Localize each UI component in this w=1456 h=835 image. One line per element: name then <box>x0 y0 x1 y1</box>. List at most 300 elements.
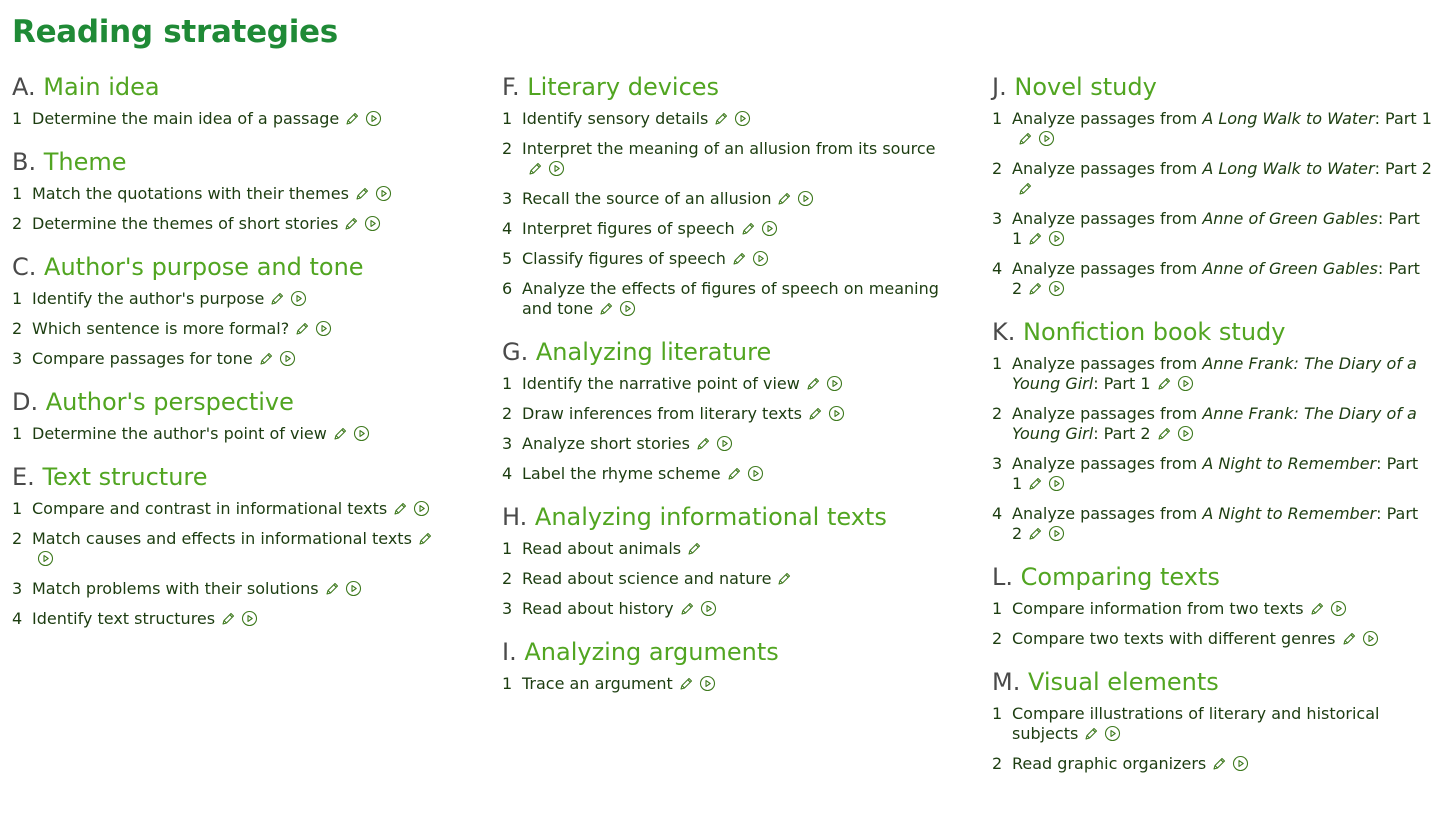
category-title[interactable]: Analyzing literature <box>535 338 772 366</box>
pencil-icon[interactable] <box>686 541 702 557</box>
category-heading <box>12 146 452 178</box>
pencil-icon[interactable] <box>807 406 823 422</box>
skill-text-part: Match causes and effects in informational texts <box>32 529 412 548</box>
skill-number: 3 <box>502 434 513 453</box>
skill-number: 2 <box>502 404 513 423</box>
skill-text-part: Analyze passages from <box>1012 454 1203 473</box>
category-heading <box>992 561 1432 593</box>
skill-number: 1 <box>12 184 23 203</box>
play-circle-icon[interactable] <box>37 550 54 567</box>
category-title[interactable]: Visual elements <box>1027 668 1219 696</box>
skill-text-part: Analyze passages from <box>1012 209 1203 228</box>
skill-text-part: Read about history <box>522 599 674 618</box>
skill-text-part: Classify figures of speech <box>522 249 726 268</box>
category-column-2 <box>502 71 942 711</box>
skill-list <box>992 704 1432 774</box>
skill-text-part: Compare and contrast in informational texts <box>32 499 388 518</box>
book-title: Anne of Green Gables <box>1202 209 1378 228</box>
skill-link[interactable] <box>522 569 942 589</box>
skill-text-part: Determine the main idea of a passage <box>32 109 340 128</box>
pencil-icon[interactable] <box>354 186 370 202</box>
skill-number: 4 <box>502 464 513 483</box>
skill-link[interactable] <box>522 539 942 559</box>
skill-link[interactable] <box>522 464 942 484</box>
skill-item <box>992 159 1432 199</box>
skill-number: 1 <box>992 599 1003 618</box>
pencil-icon[interactable] <box>258 351 274 367</box>
play-circle-icon[interactable] <box>1177 375 1194 392</box>
skill-number: 3 <box>992 209 1003 228</box>
category-letter: H. <box>502 503 528 531</box>
pencil-icon[interactable] <box>1027 526 1043 542</box>
skill-link[interactable] <box>1012 209 1432 249</box>
skill-number: 1 <box>992 704 1003 723</box>
play-circle-icon[interactable] <box>747 465 764 482</box>
pencil-icon[interactable] <box>1156 426 1172 442</box>
skill-list <box>992 354 1432 544</box>
skill-list <box>992 599 1432 649</box>
pencil-icon[interactable] <box>678 676 694 692</box>
skill-text-part: Determine the author's point of view <box>32 424 327 443</box>
skill-link[interactable] <box>1012 404 1432 444</box>
play-circle-icon[interactable] <box>1048 230 1065 247</box>
play-circle-icon[interactable] <box>1038 130 1055 147</box>
skill-text-part: Which sentence is more formal? <box>32 319 290 338</box>
pencil-icon[interactable] <box>805 376 821 392</box>
skill-number: 2 <box>992 404 1003 423</box>
category-heading <box>502 336 942 368</box>
skill-text-part: Compare illustrations of literary and historical subjects <box>1012 704 1380 743</box>
skill-text-part: Read about animals <box>522 539 682 558</box>
skill-text-part: Compare two texts with different genres <box>1012 629 1336 648</box>
skill-link[interactable] <box>32 424 452 444</box>
skill-text-part: : Part 2 <box>1012 259 1420 298</box>
book-title: A Long Walk to Water <box>1202 159 1375 178</box>
pencil-icon[interactable] <box>324 581 340 597</box>
skill-text-part: Analyze the effects of figures of speech on meaning and tone <box>522 279 939 318</box>
pencil-icon[interactable] <box>344 111 360 127</box>
skill-text-part: : Part 1 <box>1012 209 1420 248</box>
skill-text-part: Analyze short stories <box>522 434 690 453</box>
skill-category <box>502 501 942 619</box>
pencil-icon[interactable] <box>1017 131 1033 147</box>
category-heading <box>502 71 942 103</box>
skill-text-part: Compare information from two texts <box>1012 599 1304 618</box>
skill-item <box>502 599 942 619</box>
skill-list <box>12 289 452 369</box>
skill-item <box>992 404 1432 444</box>
skill-number: 2 <box>502 569 513 588</box>
skill-number: 1 <box>12 499 23 518</box>
play-circle-icon[interactable] <box>364 215 381 232</box>
play-circle-icon[interactable] <box>734 110 751 127</box>
skill-list <box>12 499 452 629</box>
skill-text-part: : Part 2 <box>1374 159 1432 178</box>
skill-link[interactable] <box>32 214 452 234</box>
skill-category <box>992 561 1432 649</box>
skill-category <box>992 666 1432 774</box>
play-circle-icon[interactable] <box>752 250 769 267</box>
skill-link[interactable] <box>522 434 942 454</box>
pencil-icon[interactable] <box>695 436 711 452</box>
skill-item <box>992 354 1432 394</box>
category-heading <box>12 71 452 103</box>
skill-number: 2 <box>992 754 1003 773</box>
skill-list <box>502 109 942 319</box>
skill-item <box>502 219 942 239</box>
skill-number: 1 <box>992 109 1003 128</box>
skill-text-part: Match problems with their solutions <box>32 579 319 598</box>
play-circle-icon[interactable] <box>1048 280 1065 297</box>
pencil-icon[interactable] <box>1027 231 1043 247</box>
skill-link[interactable] <box>522 674 942 694</box>
book-title: Anne of Green Gables <box>1202 259 1378 278</box>
skill-link[interactable] <box>1012 354 1432 394</box>
skill-list <box>992 109 1432 299</box>
skill-number: 2 <box>502 139 513 158</box>
skill-link[interactable] <box>522 139 942 179</box>
skill-category <box>992 316 1432 544</box>
pencil-icon[interactable] <box>731 251 747 267</box>
category-heading <box>12 386 452 418</box>
category-letter: E. <box>12 463 35 491</box>
skill-number: 2 <box>992 159 1003 178</box>
skill-text-part: : Part 1 <box>1093 374 1151 393</box>
category-letter: B. <box>12 148 37 176</box>
play-circle-icon[interactable] <box>365 110 382 127</box>
category-letter: J. <box>992 73 1007 101</box>
skill-text-part: Read about science and nature <box>522 569 772 588</box>
skill-list <box>12 109 452 129</box>
play-circle-icon[interactable] <box>699 675 716 692</box>
play-circle-icon[interactable] <box>315 320 332 337</box>
skill-number: 1 <box>12 289 23 308</box>
play-circle-icon[interactable] <box>279 350 296 367</box>
skill-category <box>992 71 1432 299</box>
page-title: Reading strategies <box>12 14 338 50</box>
category-letter: I. <box>502 638 517 666</box>
play-circle-icon[interactable] <box>290 290 307 307</box>
category-letter: F. <box>502 73 520 101</box>
skill-link[interactable] <box>32 499 452 519</box>
pencil-icon[interactable] <box>1017 181 1033 197</box>
skill-link[interactable] <box>32 609 452 629</box>
skill-item <box>502 674 942 694</box>
skill-item <box>12 499 452 519</box>
skill-item <box>12 424 452 444</box>
skill-number: 4 <box>12 609 23 628</box>
skill-number: 4 <box>992 259 1003 278</box>
skill-number: 2 <box>12 214 23 233</box>
skill-link[interactable] <box>32 109 452 129</box>
pencil-icon[interactable] <box>713 111 729 127</box>
category-title[interactable]: Analyzing arguments <box>524 638 779 666</box>
skill-number: 4 <box>502 219 513 238</box>
pencil-icon[interactable] <box>740 221 756 237</box>
skill-category <box>12 386 452 444</box>
skill-text-part: Label the rhyme scheme <box>522 464 721 483</box>
skill-item <box>12 609 452 629</box>
pencil-icon[interactable] <box>269 291 285 307</box>
category-column-1 <box>12 71 452 646</box>
skill-item <box>992 259 1432 299</box>
skill-number: 1 <box>992 354 1003 373</box>
skill-link[interactable] <box>1012 704 1432 744</box>
skill-item <box>12 349 452 369</box>
skill-text-part: Analyze passages from <box>1012 109 1203 128</box>
category-letter: L. <box>992 563 1013 591</box>
skill-text-part: Identify the author's purpose <box>32 289 265 308</box>
play-circle-icon[interactable] <box>826 375 843 392</box>
pencil-icon[interactable] <box>220 611 236 627</box>
skill-text-part: : Part 2 <box>1012 504 1419 543</box>
skill-item <box>502 109 942 129</box>
pencil-icon[interactable] <box>1027 281 1043 297</box>
skill-number: 3 <box>12 349 23 368</box>
category-heading <box>12 461 452 493</box>
skill-item <box>502 189 942 209</box>
skill-item <box>12 319 452 339</box>
skill-link[interactable] <box>522 249 942 269</box>
book-title: Anne Frank: The Diary of a Young Girl <box>1012 404 1417 443</box>
skill-text-part: Match the quotations with their themes <box>32 184 349 203</box>
category-title[interactable]: Author's perspective <box>45 388 294 416</box>
pencil-icon[interactable] <box>527 161 543 177</box>
skill-link[interactable] <box>522 404 942 424</box>
category-title[interactable]: Text structure <box>42 463 208 491</box>
skill-item <box>502 464 942 484</box>
skill-link[interactable] <box>32 319 452 339</box>
skill-number: 3 <box>502 599 513 618</box>
skill-item <box>12 109 452 129</box>
skill-link[interactable] <box>32 529 452 569</box>
skill-text-part: : Part 2 <box>1093 424 1151 443</box>
skill-item <box>502 404 942 424</box>
play-circle-icon[interactable] <box>1362 630 1379 647</box>
skill-link[interactable] <box>32 289 452 309</box>
skill-text-part: Determine the themes of short stories <box>32 214 339 233</box>
skill-text-part: Analyze passages from <box>1012 404 1203 423</box>
skill-text-part: : Part 1 <box>1374 109 1432 128</box>
play-circle-icon[interactable] <box>353 425 370 442</box>
play-circle-icon[interactable] <box>716 435 733 452</box>
skill-number: 6 <box>502 279 513 298</box>
skill-category <box>12 251 452 369</box>
skill-item <box>12 184 452 204</box>
skill-number: 1 <box>12 109 23 128</box>
category-letter: C. <box>12 253 37 281</box>
skill-link[interactable] <box>1012 159 1432 199</box>
skill-link[interactable] <box>522 189 942 209</box>
skill-item <box>502 569 942 589</box>
skill-category <box>12 71 452 129</box>
skill-text-part: Identify the narrative point of view <box>522 374 800 393</box>
book-title: A Night to Remember <box>1202 454 1377 473</box>
skill-text-part: Trace an argument <box>522 674 673 693</box>
play-circle-icon[interactable] <box>700 600 717 617</box>
category-title[interactable]: Nonfiction book study <box>1023 318 1286 346</box>
pencil-icon[interactable] <box>294 321 310 337</box>
skill-text-part: Identify text structures <box>32 609 216 628</box>
skill-text-part: Draw inferences from literary texts <box>522 404 802 423</box>
category-heading <box>12 251 452 283</box>
category-heading <box>502 501 942 533</box>
skill-number: 4 <box>992 504 1003 523</box>
skill-text-part: Analyze passages from <box>1012 504 1203 523</box>
skill-link[interactable] <box>522 374 942 394</box>
skill-link[interactable] <box>1012 599 1432 619</box>
skill-link[interactable] <box>32 184 452 204</box>
skill-link[interactable] <box>1012 754 1432 774</box>
skill-item <box>992 209 1432 249</box>
skill-category <box>502 636 942 694</box>
skill-item <box>992 704 1432 744</box>
skill-link[interactable] <box>1012 504 1432 544</box>
skill-category <box>12 146 452 234</box>
category-heading <box>992 71 1432 103</box>
pencil-icon[interactable] <box>776 191 792 207</box>
category-letter: G. <box>502 338 529 366</box>
play-circle-icon[interactable] <box>1104 725 1121 742</box>
skill-item <box>502 139 942 179</box>
book-title: A Night to Remember <box>1202 504 1377 523</box>
skill-item <box>502 434 942 454</box>
skill-link[interactable] <box>1012 259 1432 299</box>
pencil-icon[interactable] <box>332 426 348 442</box>
skill-item <box>992 629 1432 649</box>
skill-link[interactable] <box>32 349 452 369</box>
book-title: A Long Walk to Water <box>1202 109 1375 128</box>
pencil-icon[interactable] <box>343 216 359 232</box>
play-circle-icon[interactable] <box>761 220 778 237</box>
skill-text-part: Compare passages for tone <box>32 349 253 368</box>
skill-link[interactable] <box>522 599 942 619</box>
skill-number: 5 <box>502 249 513 268</box>
category-letter: D. <box>12 388 39 416</box>
skill-item <box>12 289 452 309</box>
play-circle-icon[interactable] <box>797 190 814 207</box>
play-circle-icon[interactable] <box>345 580 362 597</box>
skill-list <box>502 374 942 484</box>
skill-item <box>992 599 1432 619</box>
play-circle-icon[interactable] <box>1048 475 1065 492</box>
skill-list <box>502 674 942 694</box>
skill-item <box>502 249 942 269</box>
pencil-icon[interactable] <box>1156 376 1172 392</box>
play-circle-icon[interactable] <box>241 610 258 627</box>
play-circle-icon[interactable] <box>1177 425 1194 442</box>
play-circle-icon[interactable] <box>619 300 636 317</box>
skill-list <box>502 539 942 619</box>
skill-number: 1 <box>502 109 513 128</box>
skill-number: 2 <box>12 319 23 338</box>
pencil-icon[interactable] <box>1083 726 1099 742</box>
skill-item <box>502 539 942 559</box>
skill-category <box>502 71 942 319</box>
skill-text-part: : Part 1 <box>1012 454 1419 493</box>
category-title[interactable]: Novel study <box>1014 73 1157 101</box>
skill-link[interactable] <box>522 109 942 129</box>
category-title[interactable]: Comparing texts <box>1020 563 1220 591</box>
play-circle-icon[interactable] <box>1232 755 1249 772</box>
skill-link[interactable] <box>32 579 452 599</box>
pencil-icon[interactable] <box>1309 601 1325 617</box>
category-title[interactable]: Literary devices <box>527 73 720 101</box>
skill-number: 3 <box>12 579 23 598</box>
play-circle-icon[interactable] <box>828 405 845 422</box>
skill-number: 2 <box>12 529 23 548</box>
skill-text-part: Identify sensory details <box>522 109 709 128</box>
category-letter: A. <box>12 73 36 101</box>
skill-text-part: Recall the source of an allusion <box>522 189 772 208</box>
skill-link[interactable] <box>1012 454 1432 494</box>
skill-link[interactable] <box>522 219 942 239</box>
skill-number: 3 <box>502 189 513 208</box>
skill-number: 1 <box>12 424 23 443</box>
book-title: Anne Frank: The Diary of a Young Girl <box>1012 354 1417 393</box>
skill-number: 1 <box>502 539 513 558</box>
skill-item <box>992 454 1432 494</box>
skill-item <box>502 279 942 319</box>
skill-text-part: Analyze passages from <box>1012 354 1203 373</box>
category-title[interactable]: Author's purpose and tone <box>44 253 364 281</box>
skill-number: 3 <box>992 454 1003 473</box>
skill-category <box>502 336 942 484</box>
pencil-icon[interactable] <box>679 601 695 617</box>
skill-text-part: Analyze passages from <box>1012 159 1203 178</box>
pencil-icon[interactable] <box>392 501 408 517</box>
skill-text-part: Read graphic organizers <box>1012 754 1207 773</box>
skill-item <box>992 109 1432 149</box>
skill-text-part: Interpret the meaning of an allusion from its source <box>522 139 936 158</box>
pencil-icon[interactable] <box>417 531 433 547</box>
skill-text-part: Analyze passages from <box>1012 259 1203 278</box>
play-circle-icon[interactable] <box>1048 525 1065 542</box>
skill-number: 2 <box>992 629 1003 648</box>
category-heading <box>992 316 1432 348</box>
skill-text-part: Interpret figures of speech <box>522 219 735 238</box>
skill-category <box>12 461 452 629</box>
category-heading <box>502 636 942 668</box>
skill-item <box>12 214 452 234</box>
pencil-icon[interactable] <box>776 571 792 587</box>
skill-item <box>992 504 1432 544</box>
skill-item <box>992 754 1432 774</box>
category-letter: K. <box>992 318 1016 346</box>
pencil-icon[interactable] <box>598 301 614 317</box>
skill-number: 1 <box>502 374 513 393</box>
play-circle-icon[interactable] <box>375 185 392 202</box>
play-circle-icon[interactable] <box>413 500 430 517</box>
pencil-icon[interactable] <box>1027 476 1043 492</box>
skill-item <box>12 579 452 599</box>
skill-link[interactable] <box>1012 629 1432 649</box>
skill-link[interactable] <box>1012 109 1432 149</box>
category-title[interactable]: Theme <box>43 148 127 176</box>
category-title[interactable]: Main idea <box>43 73 160 101</box>
pencil-icon[interactable] <box>1211 756 1227 772</box>
pencil-icon[interactable] <box>1341 631 1357 647</box>
skill-list <box>12 424 452 444</box>
skill-link[interactable] <box>522 279 942 319</box>
skill-item <box>502 374 942 394</box>
category-title[interactable]: Analyzing informational texts <box>534 503 887 531</box>
skill-list <box>12 184 452 234</box>
play-circle-icon[interactable] <box>1330 600 1347 617</box>
category-heading <box>992 666 1432 698</box>
play-circle-icon[interactable] <box>548 160 565 177</box>
pencil-icon[interactable] <box>726 466 742 482</box>
